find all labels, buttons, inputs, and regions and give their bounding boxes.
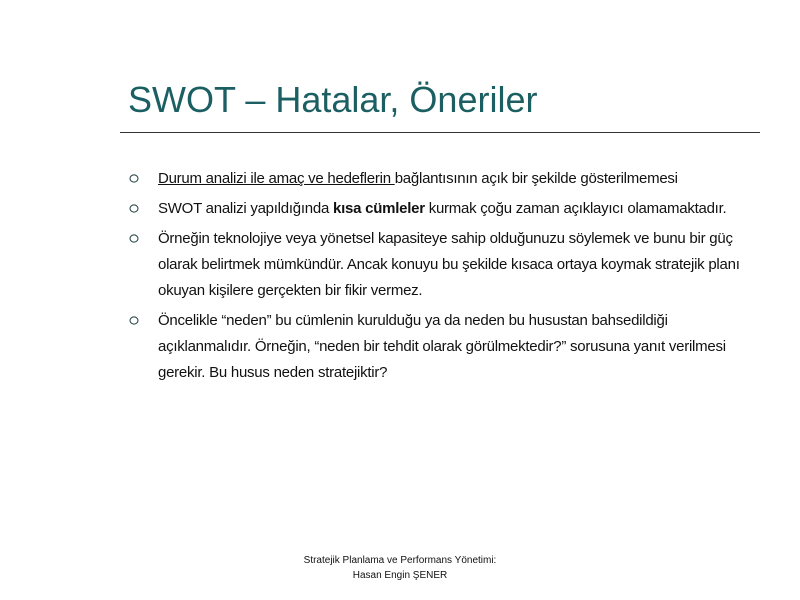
bullet-item <box>128 308 760 386</box>
bullet-item <box>128 226 760 304</box>
footer-course-title: Stratejik Planlama ve Performans Yönetimi: <box>303 555 497 566</box>
title-divider <box>120 132 760 133</box>
bullet-bold-text: kısa cümleler <box>332 200 425 217</box>
hollow-circle-icon <box>129 234 139 243</box>
footer-author: Hasan Engin ŞENER <box>352 570 448 581</box>
bullet-list <box>128 166 760 390</box>
bullet-text: bağlantısının açık bir şekilde gösterilmemesi <box>394 170 678 187</box>
bullet-underlined-text: Durum analizi ile amaç ve hedeflerin <box>158 170 395 187</box>
bullet-text: SWOT analizi yapıldığında <box>158 200 333 217</box>
hollow-circle-icon <box>129 204 139 213</box>
bullet-item <box>128 166 760 192</box>
slide-footer <box>200 553 600 583</box>
bullet-text: kurmak çoğu zaman açıklayıcı olamamaktadır. <box>424 200 727 217</box>
slide-title: SWOT – Hatalar, Öneriler <box>128 79 538 120</box>
bullet-item <box>128 196 760 222</box>
bullet-text: Örneğin teknolojiye veya yönetsel kapasiteye sahip olduğunuzu söylemek ve bunu bir güç olarak belirtmek mümkündür. Ancak konuyu bu şekilde kısaca ortaya koymak stratejik planı okuyan kişilere gerçekten bir fikir vermez. <box>158 230 740 299</box>
hollow-circle-icon <box>129 316 139 325</box>
hollow-circle-icon <box>129 174 139 183</box>
bullet-text: Öncelikle “neden” bu cümlenin kurulduğu ya da neden bu husustan bahsedildiği açıklanmalıdır. Örneğin, “neden bir tehdit olarak görülmektedir?” sorusuna yanıt verilmesi gerekir. Bu husus neden stratejiktir? <box>158 312 726 381</box>
